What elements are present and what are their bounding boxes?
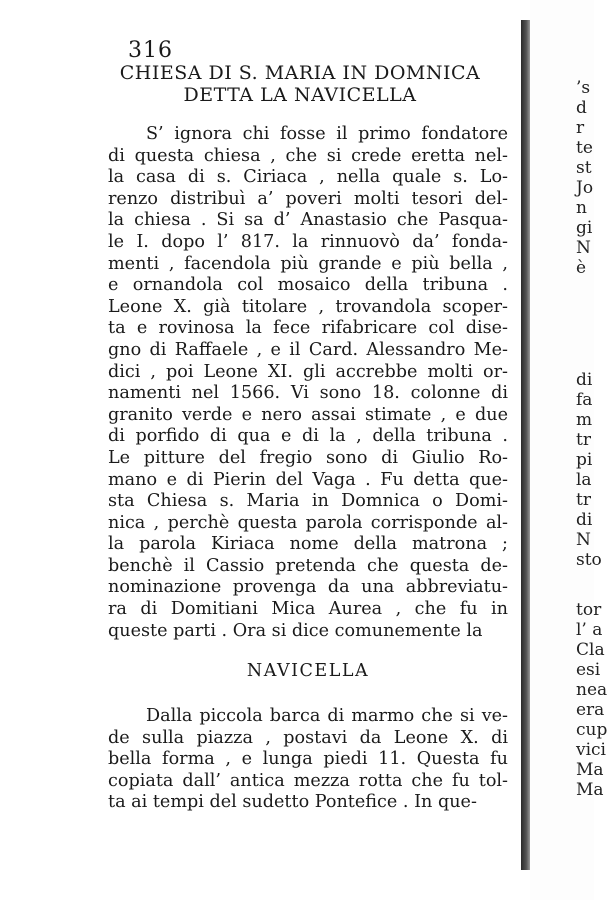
adjacent-fragment: n <box>576 198 587 218</box>
paragraph-navicella <box>108 706 508 814</box>
text-line: le I. dopo l’ 817. la rinnuovò da’ fonda- <box>108 231 508 252</box>
text-line: Dalla piccola barca di marmo che si ve- <box>146 706 508 726</box>
text-line: menti , facendola più grande e più bella , <box>108 253 508 274</box>
adjacent-fragment: Jo <box>576 178 594 198</box>
text-line: ra di Domitiani Mica Aurea , che fu in <box>108 599 508 620</box>
adjacent-fragment: d <box>576 98 587 118</box>
adjacent-fragment: ’s <box>576 78 591 98</box>
text-line: nominazione provenga da una abbreviatu- <box>108 577 508 598</box>
text-line: queste parti . Ora si dice comunemente la <box>108 620 483 641</box>
text-line: renzo distribuì a’ poveri molti tesori del- <box>108 188 508 209</box>
text-line: benchè il Cassio pretenda che questa de- <box>108 555 508 576</box>
adjacent-fragment: gi <box>576 218 593 238</box>
adjacent-fragment: vici <box>576 740 606 760</box>
adjacent-fragment: m <box>576 410 593 430</box>
section-heading: NAVICELLA <box>246 661 370 681</box>
chapter-title-line-2: DETTA LA NAVICELLA <box>183 84 417 106</box>
adjacent-fragment: N <box>576 238 591 258</box>
text-line: ta ai tempi del sudetto Pontefice . In que- <box>108 792 477 813</box>
adjacent-fragment: esi <box>576 660 601 680</box>
text-line: sta Chiesa s. Maria in Domnica o Domi- <box>108 491 508 512</box>
adjacent-fragment: tr <box>576 490 591 510</box>
text-line: copiata dall’ antica mezza rotta che fu tol- <box>108 770 508 791</box>
adjacent-fragment: Ma <box>576 760 604 780</box>
chapter-title <box>100 62 500 106</box>
chapter-title-line-1: CHIESA DI S. MARIA IN DOMNICA <box>119 62 481 84</box>
text-line: la chiesa . Si sa d’ Anastasio che Pasqua- <box>108 210 508 231</box>
text-line: bella forma , e lunga piedi 11. Questa fu <box>108 749 508 770</box>
adjacent-fragment: fa <box>576 390 593 410</box>
text-line: ta e rovinosa la fece rifabricare col dise- <box>108 318 508 339</box>
adjacent-page-edge <box>530 0 607 900</box>
adjacent-fragment: Cla <box>576 640 605 660</box>
text-line: mano e di Pierin del Vaga . Fu detta que- <box>108 469 508 490</box>
adjacent-fragment: tor <box>576 600 602 620</box>
text-line: de sulla piazza , postavi da Leone X. di <box>108 727 508 748</box>
adjacent-fragment: di <box>576 510 593 530</box>
text-line: la parola Kiriaca nome della matrona ; <box>108 534 508 555</box>
text-line: namenti nel 1566. Vi sono 18. colonne di <box>108 383 508 404</box>
adjacent-fragment: di <box>576 370 593 390</box>
text-line: gno di Raffaele , e il Card. Alessandro Me- <box>108 339 508 360</box>
adjacent-fragment: cup <box>576 720 607 740</box>
text-line: dici , poi Leone XI. gli accrebbe molti or- <box>108 361 508 382</box>
adjacent-fragment: sto <box>576 550 602 570</box>
adjacent-fragment: tr <box>576 430 591 450</box>
adjacent-text-block-2 <box>576 370 602 570</box>
text-line: S’ ignora chi fosse il primo fondatore <box>146 124 508 144</box>
text-line: nica , perchè questa parola corrisponde al- <box>108 512 508 533</box>
text-line: Le pitture del fregio sono di Giulio Ro- <box>108 447 508 468</box>
adjacent-fragment: la <box>576 470 592 490</box>
adjacent-fragment: Ma <box>576 780 604 800</box>
text-line: Leone X. già titolare , trovandola scoper- <box>108 296 508 317</box>
adjacent-text-block-3 <box>576 600 607 800</box>
adjacent-fragment: l’ a <box>576 620 603 640</box>
text-line: di questa chiesa , che si crede eretta nel- <box>108 145 508 166</box>
page-number: 316 <box>128 38 173 63</box>
adjacent-fragment: è <box>576 258 587 278</box>
adjacent-fragment: nea <box>576 680 607 700</box>
adjacent-fragment: st <box>576 158 592 178</box>
book-gutter-shadow <box>521 20 530 870</box>
text-line: e ornandola col mosaico della tribuna . <box>108 275 508 296</box>
adjacent-text-block-1 <box>576 78 593 278</box>
adjacent-fragment: r <box>576 118 585 138</box>
text-line: granito verde e nero assai stimate , e due <box>108 404 508 425</box>
paragraph-church-history <box>108 124 508 642</box>
text-line: di porfido di qua e di la , della tribuna . <box>108 426 508 447</box>
adjacent-fragment: te <box>576 138 593 158</box>
text-line: la casa di s. Ciriaca , nella quale s. Lo- <box>108 167 508 188</box>
adjacent-fragment: pi <box>576 450 593 470</box>
adjacent-fragment: N <box>576 530 591 550</box>
adjacent-fragment: era <box>576 700 605 720</box>
